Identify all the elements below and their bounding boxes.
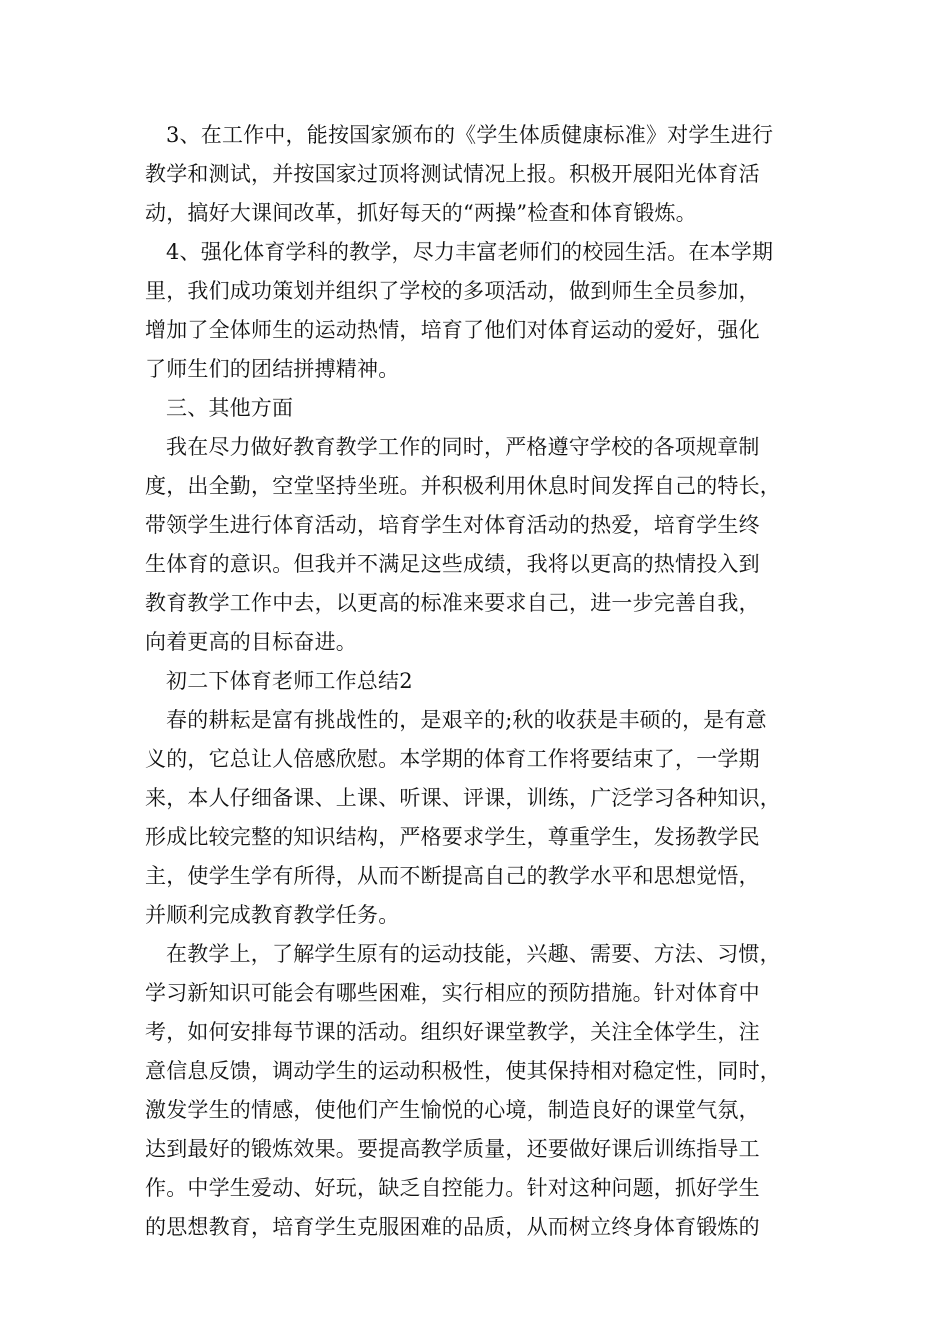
paragraph-line: 4、强化体育学科的教学，尽力丰富老师们的校园生活。在本学期 [166, 240, 774, 264]
paragraph-line: 动，搞好大课间改革，抓好每天的“两操”检查和体育锻炼。 [145, 201, 697, 225]
paragraph-line: 了师生们的团结拼搏精神。 [145, 357, 400, 381]
paragraph-line: 义的，它总让人倍感欣慰。本学期的体育工作将要结束了，一学期 [145, 747, 760, 771]
paragraph-line: 并顺利完成教育教学任务。 [145, 903, 400, 927]
paragraph-line: 主，使学生学有所得，从而不断提高自己的教学水平和思想觉悟， [145, 864, 760, 888]
paragraph-line: 向着更高的目标奋进。 [145, 630, 357, 654]
paragraph-line: 带领学生进行体育活动，培育学生对体育活动的热爱，培育学生终 [145, 513, 760, 537]
paragraph-line: 作。中学生爱动、好玩，缺乏自控能力。针对这种问题，抓好学生 [145, 1176, 760, 1200]
paragraph-line: 激发学生的情感，使他们产生愉悦的心境，制造良好的课堂气氛， [145, 1098, 760, 1122]
paragraph-line: 的思想教育，培育学生克服困难的品质，从而树立终身体育锻炼的 [145, 1215, 760, 1239]
document-body [145, 116, 815, 1247]
paragraph-line: 增加了全体师生的运动热情，培育了他们对体育运动的爱好，强化 [145, 318, 760, 342]
paragraph-line: 形成比较完整的知识结构，严格要求学生，尊重学生，发扬教学民 [145, 825, 760, 849]
paragraph-line: 达到最好的锻炼效果。要提高教学质量，还要做好课后训练指导工 [145, 1137, 760, 1161]
section-heading: 三、其他方面 [166, 396, 294, 420]
article-title: 初二下体育老师工作总结2 [166, 669, 413, 693]
paragraph-line: 度，出全勤，空堂坚持坐班。并积极利用休息时间发挥自己的特长， [145, 474, 781, 498]
paragraph-line: 教育教学工作中去，以更高的标准来要求自己，进一步完善自我， [145, 591, 760, 615]
paragraph-line: 3、在工作中，能按国家颁布的《学生体质健康标准》对学生进行 [166, 123, 774, 147]
paragraph-line: 生体育的意识。但我并不满足这些成绩，我将以更高的热情投入到 [145, 552, 760, 576]
paragraph-line: 春的耕耘是富有挑战性的，是艰辛的;秋的收获是丰硕的，是有意 [166, 708, 767, 732]
paragraph-line: 学习新知识可能会有哪些困难，实行相应的预防措施。针对体育中 [145, 981, 760, 1005]
paragraph-line: 在教学上，了解学生原有的运动技能，兴趣、需要、方法、习惯， [166, 942, 781, 966]
paragraph-line: 教学和测试，并按国家过顶将测试情况上报。积极开展阳光体育活 [145, 162, 760, 186]
paragraph-line: 考，如何安排每节课的活动。组织好课堂教学，关注全体学生，注 [145, 1020, 760, 1044]
paragraph-line: 来，本人仔细备课、上课、听课、评课，训练，广泛学习各种知识， [145, 786, 781, 810]
paragraph-line: 我在尽力做好教育教学工作的同时，严格遵守学校的各项规章制 [166, 435, 760, 459]
paragraph-line: 里，我们成功策划并组织了学校的多项活动，做到师生全员参加， [145, 279, 760, 303]
paragraph-line: 意信息反馈，调动学生的运动积极性，使其保持相对稳定性，同时， [145, 1059, 781, 1083]
